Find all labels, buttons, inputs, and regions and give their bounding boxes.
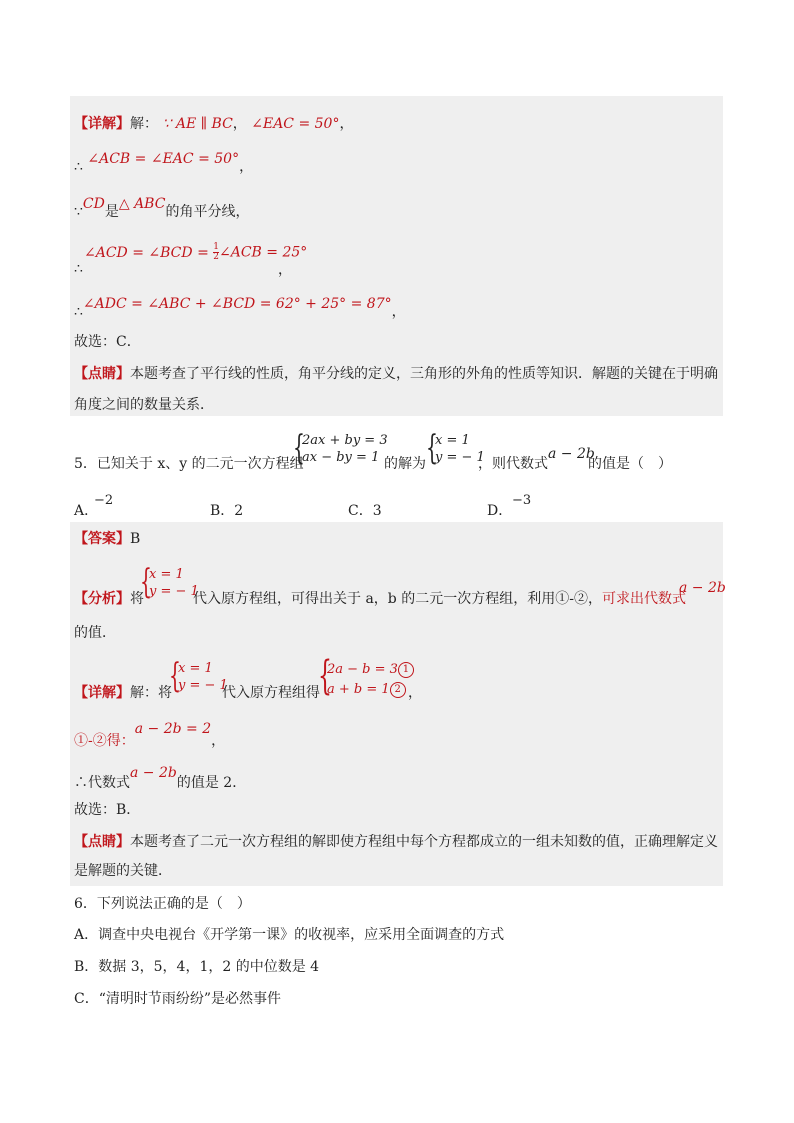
circled-number-one: 1 xyxy=(398,662,414,678)
text: 的角平分线， xyxy=(165,204,250,220)
math-expr: a − 2b xyxy=(130,765,177,781)
therefore-symbol: ∴ xyxy=(74,159,83,175)
detail-tag: 【详解】 xyxy=(74,116,130,132)
math-expr: ∠ACB = 25° xyxy=(219,244,308,261)
answer-value: B xyxy=(130,531,141,547)
therefore-symbol: ∴ xyxy=(74,261,83,277)
q5-detail-line2 xyxy=(74,720,226,749)
q5-comment-line1 xyxy=(74,833,718,851)
text: ①-②得： xyxy=(74,733,135,749)
comment-tag: 【点睛】 xyxy=(74,834,130,850)
q5-analysis-line1 xyxy=(74,590,144,608)
brace: { xyxy=(140,562,152,602)
q5-stem-c: ，则代数式 xyxy=(478,456,548,472)
q5-solution-system xyxy=(426,428,485,468)
q4-detail-line1 xyxy=(74,115,353,133)
q6-stem: 6．下列说法正确的是（ ） xyxy=(74,896,251,912)
q6-option-a: A．调查中央电视台《开学第一课》的收视率，应采用全面调查的方式 xyxy=(74,927,505,943)
comment-text: 本题考查了平行线的性质，角平分线的定义，三角形的外角的性质等知识．解题的关键在于明确 xyxy=(130,366,718,382)
option-label: A． xyxy=(74,503,99,519)
equation: y = − 1 xyxy=(149,584,199,599)
comma: ， xyxy=(278,262,292,278)
q4-detail-line3 xyxy=(74,195,250,220)
q5-choice: 故选：B． xyxy=(74,802,141,818)
comma: ， xyxy=(339,116,354,132)
answer-tag: 【答案】 xyxy=(74,531,130,547)
since-symbol: ∵ xyxy=(162,116,172,132)
math-expr: ∠ADC = ∠ABC + ∠BCD = 62° + 25° = 87° xyxy=(82,296,392,312)
fraction-denominator: 2 xyxy=(213,252,219,262)
math-expr: △ ABC xyxy=(118,196,166,212)
comma: ， xyxy=(391,304,406,320)
brace: { xyxy=(318,653,332,699)
brace: { xyxy=(426,428,438,468)
math-expr: ∠ACD = ∠BCD = xyxy=(84,244,209,261)
q6-option-b: B．数据 3，5，4，1，2 的中位数是 4 xyxy=(74,959,320,975)
math-expr: ∠EAC = 50° xyxy=(251,116,340,132)
option-label: D． xyxy=(487,503,513,519)
equation: 2ax + by = 3 xyxy=(302,433,388,448)
text: 将 xyxy=(130,591,144,607)
math-expr: ∠ACB = ∠EAC = 50° xyxy=(87,151,240,167)
q6-option-c: C．“清明时节雨纷纷”是必然事件 xyxy=(74,991,282,1007)
q5-detail-end: ， xyxy=(408,685,422,701)
text: 解：将 xyxy=(130,685,172,701)
q4-detail-line4 xyxy=(74,243,307,262)
q4-comment-line2: 角度之间的数量关系． xyxy=(74,397,214,413)
brace: { xyxy=(169,656,181,696)
since-symbol: ∵ xyxy=(74,204,83,220)
q5-analysis-mid xyxy=(193,590,686,608)
circled-number-two: 2 xyxy=(390,682,406,698)
equation-row xyxy=(327,660,414,680)
q4-choice: 故选：C． xyxy=(74,334,141,350)
text: 的值是 2． xyxy=(176,775,247,791)
math-expr: a − 2b xyxy=(679,580,726,596)
q5-detail-result-system xyxy=(318,653,414,700)
equation: x = 1 xyxy=(435,433,470,448)
text: ∴代数式 xyxy=(74,775,130,791)
fraction-numerator: 1 xyxy=(213,242,219,252)
q5-analysis-expr xyxy=(679,579,726,597)
q5-option-c: C．3 xyxy=(348,503,382,519)
detail-prefix: 解： xyxy=(130,116,158,132)
comma: ， xyxy=(211,733,226,749)
equation: 2a − b = 3 xyxy=(327,662,398,677)
q5-detail-text-b: 代入原方程组得 xyxy=(222,685,320,701)
equation: a + b = 1 xyxy=(327,682,390,697)
math-expr: a − 2b xyxy=(548,446,595,462)
q5-detail-line3 xyxy=(74,764,247,791)
q4-detail-line5 xyxy=(74,295,406,320)
q5-answer xyxy=(74,530,140,548)
detail-tag: 【详解】 xyxy=(74,685,130,701)
text: 代入原方程组，可得出关于 a，b 的二元一次方程组，利用①-②， xyxy=(193,591,602,607)
q5-stem-a: 5．已知关于 x、y 的二元一次方程组 xyxy=(74,456,304,472)
equation: y = − 1 xyxy=(435,450,485,465)
equation: x = 1 xyxy=(149,567,184,582)
q4-detail-line2 xyxy=(74,150,254,175)
equation: x = 1 xyxy=(178,661,213,676)
q5-analysis-system xyxy=(140,562,199,602)
q5-stem-d: 的值是（ ） xyxy=(588,456,672,472)
q5-option-d xyxy=(487,502,512,520)
math-expr: CD xyxy=(82,196,105,212)
q5-detail-sub-system xyxy=(169,656,228,696)
q5-option-a-value: −2 xyxy=(94,493,114,508)
q5-detail-line1 xyxy=(74,684,172,702)
q4-comment-line1 xyxy=(74,365,718,383)
q5-option-d-value: −3 xyxy=(512,493,532,508)
comma: ， xyxy=(239,159,254,175)
q4-detail-line4-end xyxy=(278,261,292,279)
q5-stem-b: 的解为 xyxy=(384,456,426,472)
therefore-symbol: ∴ xyxy=(74,304,83,320)
comment-tag: 【点睛】 xyxy=(74,366,130,382)
q4-detail-line4-lead xyxy=(74,260,83,278)
comma: ， xyxy=(232,116,247,132)
q5-analysis-line2: 的值． xyxy=(74,625,116,641)
q5-equation-system xyxy=(293,428,388,468)
comment-text: 本题考查了二元一次方程组的解即使方程组中每个方程都成立的一组未知数的值，正确理解定义 xyxy=(130,834,718,850)
equation-row xyxy=(327,680,414,700)
q5-option-b: B．2 xyxy=(210,503,244,519)
math-expr: a − 2b = 2 xyxy=(134,721,212,737)
brace: { xyxy=(293,428,305,468)
q5-comment-line2: 是解题的关键． xyxy=(74,863,172,879)
equation: ax − by = 1 xyxy=(302,450,380,465)
math-expr: AE ∥ BC xyxy=(175,116,233,132)
equation: y = − 1 xyxy=(178,678,228,693)
text: 是 xyxy=(104,204,119,220)
text: 可求出代数式 xyxy=(601,591,686,607)
analysis-tag: 【分析】 xyxy=(74,591,130,607)
